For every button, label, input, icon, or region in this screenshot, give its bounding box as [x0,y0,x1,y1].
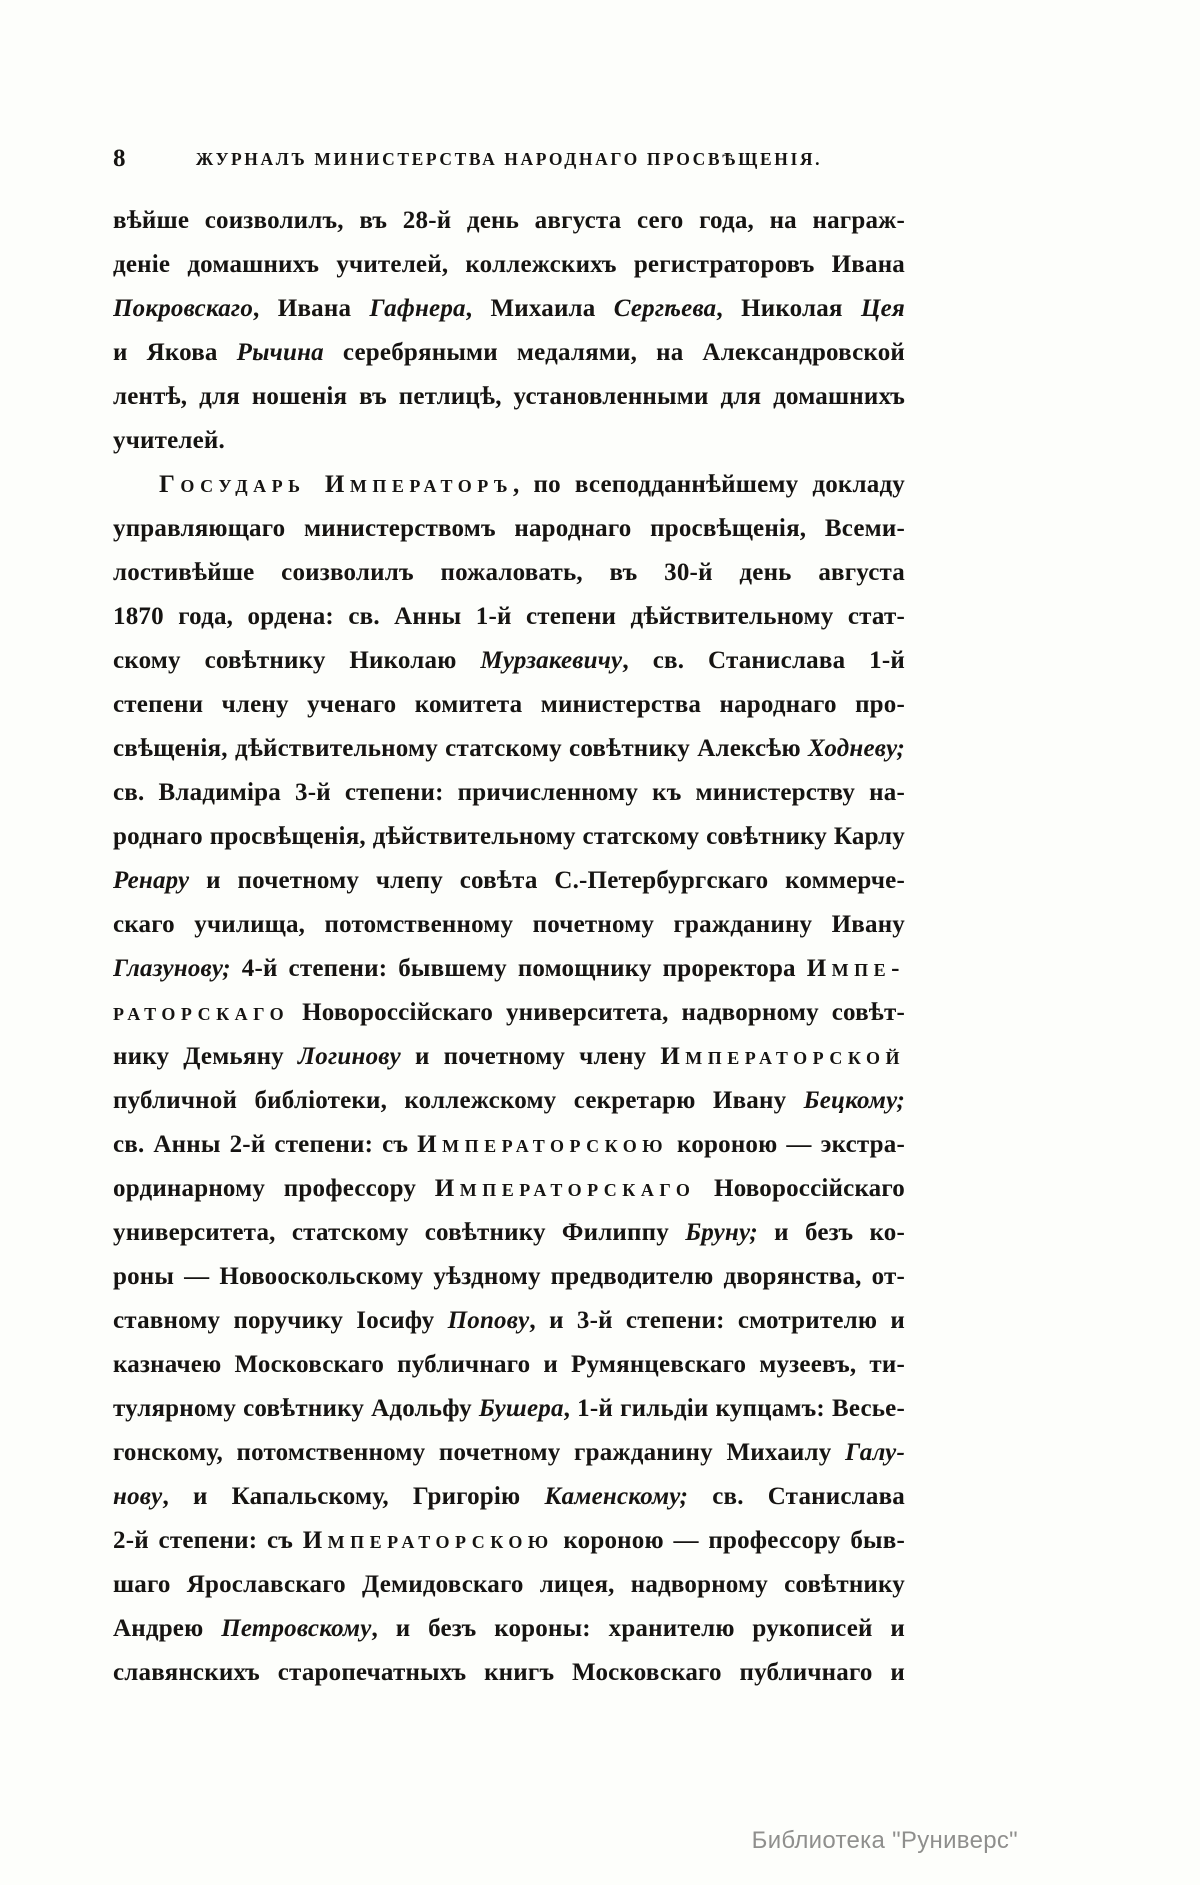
text-segment: св. Владиміра 3-й степени: причисленному къ министерству на- [113,779,905,806]
text-line [113,991,905,1035]
text-line [113,771,905,815]
text-segment: , Ивана [253,295,370,322]
text-line [113,1343,905,1387]
text-segment: роны — Новооскольскому уѣздному предводителю дворянства, от- [113,1263,905,1290]
text-segment: нову [113,1483,163,1510]
body-paragraph [113,463,905,1695]
body-paragraph [113,199,905,463]
text-line [113,947,905,991]
running-title: ЖУРНАЛЪ МИНИСТЕРСТВА НАРОДНАГО ПРОСВѢЩЕНІЯ. [195,149,823,169]
text-segment: , св. Станислава 1-й [622,647,905,674]
text-segment: Петровскому [221,1615,372,1642]
running-header [113,143,905,177]
text-segment: Бецкому; [803,1087,905,1114]
text-segment: управляющаго министерствомъ народнаго просвѣщенія, Всеми- [113,515,905,542]
text-segment: , и Капальскому, Григорію [162,1483,545,1510]
text-segment: и почетному члену [400,1043,661,1070]
text-segment: и безъ ко- [757,1219,905,1246]
text-segment: Новороссійскаго [695,1175,905,1202]
text-line [113,551,905,595]
text-segment: 4-й степени: бывшему помощнику проректора [230,955,807,982]
text-segment: короною — профессору быв- [553,1527,905,1554]
library-watermark: Библиотека "Руниверс" [751,1827,1018,1854]
text-segment: и Якова [113,339,237,366]
body-text [113,199,905,1695]
text-segment: скаго училища, потомственному почетному гражданину Ивану [113,911,905,938]
text-line [113,683,905,727]
text-line [113,1123,905,1167]
text-segment: Ренару [113,867,190,894]
text-segment: св. Анны 2-й степени: съ [113,1131,418,1158]
text-segment: Мурзакевичу [480,647,623,674]
text-line [113,287,905,331]
text-segment: Императорской [660,1043,905,1070]
text-segment: публичной библіотеки, коллежскому секретарю Ивану [113,1087,804,1114]
text-segment: вѣйше соизволилъ, въ 28-й день августа сего года, на награж- [113,207,905,234]
text-line [113,639,905,683]
text-segment: Гафнера [369,295,466,322]
text-line [113,595,905,639]
text-segment: гонскому, потомственному почетному гражданину Михаилу [113,1439,846,1466]
text-line [113,1431,905,1475]
text-line [113,243,905,287]
text-segment: св. Станислава [688,1483,905,1510]
text-segment: , Николая [716,295,861,322]
text-line [113,727,905,771]
text-segment: лентѣ, для ношенія въ петлицѣ, установленными для домашнихъ [113,383,905,410]
text-segment: Бушера [478,1395,564,1422]
text-segment: тулярному совѣтнику Адольфу [113,1395,479,1422]
text-line [113,331,905,375]
text-segment: раторскаго [113,999,290,1026]
text-line [113,375,905,419]
text-line [113,859,905,903]
text-segment: , по всеподданнѣйшему докладу [513,471,905,498]
text-line [113,1651,905,1695]
text-segment: свѣщенія, дѣйствительному статскому совѣтнику Алексѣю [113,735,809,762]
text-segment: короною — экстра- [668,1131,905,1158]
text-segment: Каменскому; [544,1483,689,1510]
text-line [113,815,905,859]
text-line [113,1519,905,1563]
text-line [113,463,905,507]
text-segment: Государь Императоръ [159,471,514,498]
text-line [113,507,905,551]
text-segment: университета, статскому совѣтнику Филиппу [113,1219,686,1246]
page-number: 8 [113,145,127,172]
text-line [113,1079,905,1123]
text-segment: Покровскаго [113,295,254,322]
text-line [113,1167,905,1211]
text-segment: , и безъ короны: хранителю рукописей и [371,1615,905,1642]
text-segment: Сергѣева [613,295,717,322]
text-segment: казначею Московскаго публичнаго и Румянцевскаго музеевъ, ти- [113,1351,905,1378]
text-segment: серебряными медалями, на Александровской [323,339,905,366]
text-segment: Глазунову; [113,955,231,982]
text-segment: нику Демьяну [113,1043,298,1070]
text-segment: ставному поручику Іосифу [113,1307,448,1334]
text-segment: Цея [860,295,905,322]
text-segment: Попову [447,1307,530,1334]
text-line [113,199,905,243]
text-segment: славянскихъ старопечатныхъ книгъ Московскаго публичнаго и [113,1659,905,1686]
text-segment: и почетному члепу совѣта С.-Петербургскаго коммерче- [189,867,905,894]
text-segment: Новороссійскаго университета, надворному совѣт- [289,999,905,1026]
text-segment: 2-й степени: съ [113,1527,303,1554]
text-segment: Императорскаго [434,1175,696,1202]
text-segment: роднаго просвѣщенія, дѣйствительному статскому совѣтнику Карлу [113,823,905,850]
text-segment: , 1-й гильдіи купцамъ: Весье- [563,1395,905,1422]
text-line [113,1035,905,1079]
text-line [113,1563,905,1607]
text-segment: Импе- [806,955,905,982]
text-segment: Галу- [845,1439,905,1466]
text-line [113,1299,905,1343]
text-segment: , Михаила [465,295,614,322]
text-segment: Ходневу; [808,735,905,762]
text-segment: Логинову [297,1043,401,1070]
text-segment: Андрею [113,1615,222,1642]
text-segment: учителей. [113,427,225,454]
text-segment: степени члену ученаго комитета министерства народнаго про- [113,691,905,718]
text-segment: ординарному профессору [113,1175,435,1202]
text-line [113,903,905,947]
text-line [113,1255,905,1299]
text-line [113,1387,905,1431]
text-line [113,1607,905,1651]
text-segment: Рычина [236,339,324,366]
text-segment: , и 3-й степени: смотрителю и [529,1307,905,1334]
text-segment: Императорскою [417,1131,669,1158]
text-line [113,1475,905,1519]
text-line [113,1211,905,1255]
text-segment: 1870 года, ордена: св. Анны 1-й степени дѣйствительному стат- [113,603,905,630]
text-segment: деніе домашнихъ учителей, коллежскихъ регистраторовъ Ивана [113,251,905,278]
text-segment: скому совѣтнику Николаю [113,647,481,674]
text-segment: шаго Ярославскаго Демидовскаго лицея, надворному совѣтнику [113,1571,905,1598]
text-segment: Императорскою [302,1527,554,1554]
text-segment: лостивѣйше соизволилъ пожаловать, въ 30-й день августа [113,559,905,586]
text-line [113,419,905,463]
text-segment: Бруну; [685,1219,758,1246]
